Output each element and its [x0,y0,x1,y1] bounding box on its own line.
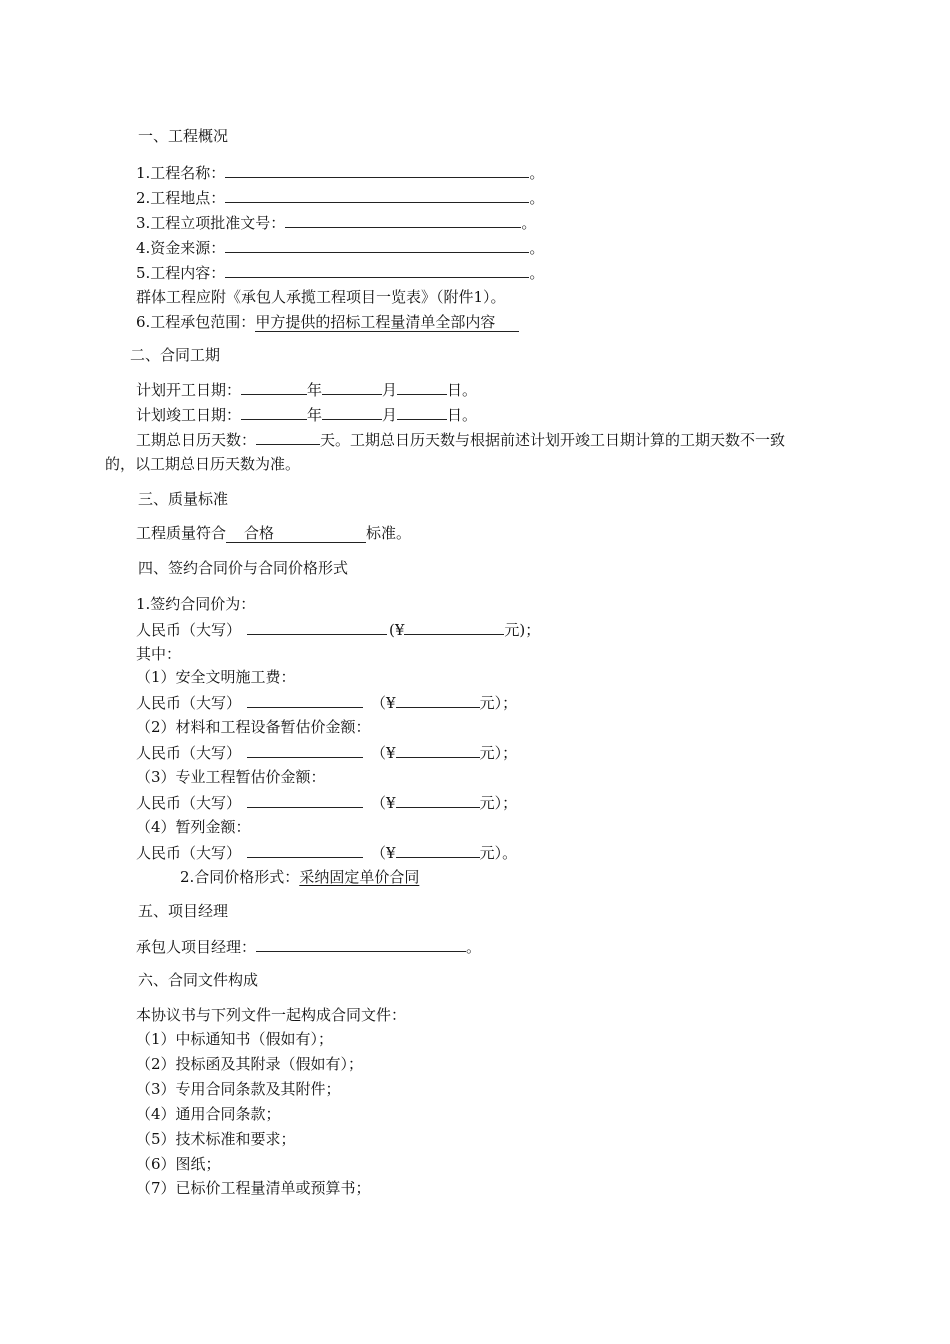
total-days-row [136,429,785,450]
start-month-field[interactable] [322,379,382,395]
document-item: （6）图纸； [136,1155,221,1173]
yen-open: （¥ [371,744,396,762]
contract-scope-text: 甲方提供的招标工程量清单全部内容 [255,313,496,331]
yen-open: （¥ [371,694,396,712]
rmb-label: 人民币（大写） [136,694,242,712]
price-form-value[interactable]: 采纳固定单价合同 [299,868,420,886]
funding-source-label: 4.资金来源： [136,239,226,257]
section-3-title: 三、质量标准 [138,490,229,508]
quality-suffix: 标准。 [366,524,412,542]
group-project-note: 群体工程应附《承包人承揽工程项目一览表》（附件1）。 [136,288,506,306]
period: 。 [466,938,482,956]
planned-finish-row [136,404,477,425]
finish-month-field[interactable] [322,404,382,420]
contract-price-figure-field[interactable] [404,619,504,635]
yuan-close: 元）； [479,744,518,762]
quality-standard-row [136,523,411,543]
rmb-label: 人民币（大写） [136,744,242,762]
day-label: 日。 [447,381,478,399]
safety-fee-row [136,692,517,713]
year-label: 年 [307,381,323,399]
month-label: 月 [382,406,398,424]
document-item: （5）技术标准和要求； [136,1130,296,1148]
project-content-row [136,262,544,283]
yuan-close: 元)； [504,621,541,639]
period: 。 [529,264,545,282]
quality-value-text: 合格 [244,524,275,542]
finish-year-field[interactable] [241,404,307,420]
section-6-title: 六、合同文件构成 [138,971,259,989]
funding-source-field[interactable] [225,237,529,253]
contract-price-row [136,619,540,640]
rmb-label: 人民币（大写） [136,621,242,639]
document-item: （7）已标价工程量清单或预算书； [136,1179,371,1197]
total-days-label: 工期总日历天数： [136,431,257,449]
project-content-label: 5.工程内容： [136,264,226,282]
total-days-note-cont: 的，以工期总日历天数为准。 [105,455,301,473]
document-item: （2）投标函及其附录（假如有）； [136,1055,364,1073]
yuan-close: 元）； [479,694,518,712]
document-item: （1）中标通知书（假如有）； [136,1030,334,1048]
project-location-field[interactable] [225,187,529,203]
contract-scope-row [136,312,519,332]
project-name-row [136,162,544,183]
approval-number-label: 3.工程立项批准文号： [136,214,286,232]
quality-value[interactable] [226,524,366,543]
section-2-title: 二、合同工期 [130,346,221,364]
planned-start-row [136,379,477,400]
quality-prefix: 工程质量符合 [136,524,227,542]
period: 。 [529,189,545,207]
start-day-field[interactable] [397,379,447,395]
month-label: 月 [382,381,398,399]
approval-number-row [136,212,536,233]
documents-intro: 本协议书与下列文件一起构成合同文件： [136,1006,407,1024]
yuan-close: 元）； [479,794,518,812]
approval-number-field[interactable] [285,212,521,228]
project-location-label: 2.工程地点： [136,189,226,207]
project-manager-field[interactable] [256,936,466,952]
yen-open: （¥ [371,794,396,812]
yen-open: （¥ [371,844,396,862]
planned-start-label: 计划开工日期： [136,381,242,399]
year-label: 年 [307,406,323,424]
price-form-label: 2.合同价格形式： [180,868,300,886]
professional-label: （3）专业工程暂估价金额： [136,768,326,786]
yen-open: (¥ [389,621,405,639]
day-label: 日。 [447,406,478,424]
period: 。 [521,214,537,232]
section-1-title: 一、工程概况 [138,127,229,145]
materials-figure-field[interactable] [396,742,480,758]
rmb-label: 人民币（大写） [136,844,242,862]
contract-scope-label: 6.工程承包范围： [136,313,256,331]
document-item: （4）通用合同条款； [136,1105,281,1123]
rmb-label: 人民币（大写） [136,794,242,812]
professional-words-field[interactable] [247,792,363,808]
start-year-field[interactable] [241,379,307,395]
project-manager-row [136,936,481,957]
project-name-label: 1.工程名称： [136,164,226,182]
safety-fee-label: （1）安全文明施工费： [136,668,296,686]
professional-figure-field[interactable] [396,792,480,808]
materials-row [136,742,517,763]
provisional-words-field[interactable] [247,842,363,858]
finish-day-field[interactable] [397,404,447,420]
provisional-label: （4）暂列金额： [136,818,251,836]
section-5-title: 五、项目经理 [138,902,229,920]
project-name-field[interactable] [225,162,529,178]
safety-fee-words-field[interactable] [247,692,363,708]
project-content-field[interactable] [225,262,529,278]
document-item: （3）专用合同条款及其附件； [136,1080,341,1098]
contract-price-words-field[interactable] [247,619,387,635]
among-label: 其中： [136,645,182,663]
total-days-field[interactable] [256,429,320,445]
professional-row [136,792,517,813]
project-manager-label: 承包人项目经理： [136,938,257,956]
funding-source-row [136,237,544,258]
safety-fee-figure-field[interactable] [396,692,480,708]
yuan-close: 元）。 [479,844,518,862]
price-form-row [180,867,419,887]
period: 。 [529,164,545,182]
materials-label: （2）材料和工程设备暂估价金额： [136,718,371,736]
planned-finish-label: 计划竣工日期： [136,406,242,424]
provisional-row [136,842,517,863]
project-location-row [136,187,544,208]
contract-scope-value[interactable] [255,313,519,332]
total-days-note: 天。工期总日历天数与根据前述计划开竣工日期计算的工期天数不一致 [320,431,786,449]
provisional-figure-field[interactable] [396,842,480,858]
section-4-title: 四、签约合同价与合同价格形式 [138,559,349,577]
period: 。 [529,239,545,257]
contract-price-label: 1.签约合同价为： [136,595,256,613]
materials-words-field[interactable] [247,742,363,758]
